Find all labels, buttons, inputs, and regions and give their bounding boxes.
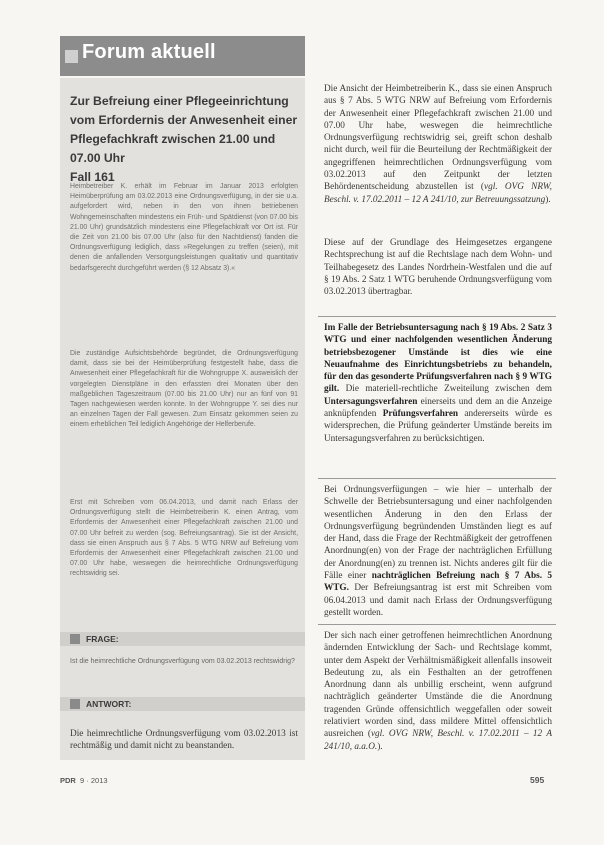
right-p4-c: Der Befreiungsantrag ist erst mit Schreiben vom 06.04.2013 und damit nach Erlass der Ordnungsverfügung gestellt worden. <box>324 583 552 618</box>
right-p1-citation: vgl. OVG NRW, Beschl. v. 17.02.2011 – 12 A 241/10, zur Betreuungssatzung <box>324 182 552 205</box>
right-p3-term-2: Prüfungsverfahren <box>382 409 459 420</box>
right-p3-c: einerseits und dem an die Anzeige anknüpfenden <box>324 396 552 420</box>
right-p5-citation: vgl. OVG NRW, Beschl. v. 17.02.2011 – 12 A 241/10, a.a.O. <box>324 729 552 752</box>
right-p4-a: Bei Ordnungsverfügungen – wie hier – unterhalb der Schwelle der Betriebsuntersagung und einer nachfolgenden wesentlichen Änderung in den den Erlass der Ordnungsverfügung begründenden Umständen liegt es auf der Hand, dass die Frage der Rechtmäßigkeit der getroffenen Anordnung(en) von der Frage der nachträglichen Erfüllung der Anordnung(en) zu trennen ist. Nichts anderes gilt für die Fälle einer <box>324 485 552 582</box>
right-paragraph-1 <box>324 83 552 206</box>
frage-square-icon <box>70 634 80 644</box>
right-p3-term-1: Untersagungsverfahren <box>324 396 418 407</box>
antwort-square-icon <box>70 699 80 709</box>
right-p1-tail: ). <box>545 194 551 205</box>
right-p5-tail: ). <box>377 741 383 752</box>
right-paragraph-4 <box>324 484 552 619</box>
journal-name: PDR <box>60 776 76 785</box>
case-paragraph-3: Erst mit Schreiben vom 06.04.2013, und damit nach Erlass der Ordnungsverfügung stellt die Heimbetreiberin K. einen Antrag, vom Erfordernis der Anwesenheit einer Pflegefachkraft zwischen 21.00 und 07.00 Uhr befreit zu werden (sog. Befreiungsantrag). Sie ist der Ansicht, dass sie einen Anspruch aus § 7 Abs. 5 WTG NRW auf Befreiung vom Erfordernis der Anwesenheit einer Pflegefachkraft zwischen 21.00 und 07.00 Uhr habe, weswegen die heimrechtliche Ordnungsverfügung rechtswidrig sei. <box>70 499 298 578</box>
right-p1-lead: Die Ansicht der Heimbetreiberin K., dass sie einen Anspruch aus § 7 Abs. 5 WTG NRW auf Befreiung vom Erfordernis der Anwesenheit einer Pflegefachkraft zwischen 21.00 und 07.00 Uhr habe, weswegen die heimrechtliche Ordnungsverfügung rechtswidrig sei, greift schon deshalb nicht durch, weil für die Beurteilung der Rechtmäßigkeit der angegriffenen heimrechtlichen Ordnungsverfügung vom 03.02.2013 auf den Zeitpunkt der letzten Behördenentscheidung abzustellen ist ( <box>324 84 552 193</box>
right-p3-bold: Im Falle der Betriebsuntersagung nach § 19 Abs. 2 Satz 3 WTG und einer nachfolgenden wesentlichen Änderung betriebsbezogener Umstände ist dies wie eine Neuaufnahme des Einrichtungsbetriebs zu behandeln, für den das gesonderte Prüfungsverfahren nach § 9 WTG gilt. <box>324 323 552 395</box>
right-paragraph-2: Diese auf der Grundlage des Heimgesetzes ergangene Rechtsprechung ist auf die Rechtslage nach dem Wohn- und Teilhabegesetz des Landes Nordrhein-Westfalen und die auf § 19 Abs. 2 Satz 1 WTG beruhende Ordnungsverfügung vom 03.02.2013 übertragbar. <box>324 238 552 298</box>
journal-issue: 9 · 2013 <box>80 776 108 785</box>
section-title: Forum aktuell <box>82 41 216 63</box>
right-p3-a: Die materiell-rechtliche Zweiteilung zwischen dem <box>339 384 552 395</box>
case-paragraph-1: Heimbetreiber K. erhält im Februar im Januar 2013 erfolgten Heimüberprüfung am 03.02.2013 eine Ordnungsverfügung, in der sie u.a. aufgefordert wird, neben in den von ihnen betriebenen Wohngemeinschaften mindestens ein Früh- und Spätdienst (von 07.00 bis 21.00 Uhr) grundsätzlich mindestens eine Pflegefachkraft vor Ort ist. Für die Zeit von 21.00 bis 07.00 Uhr (also für den Nachtdienst) fanden die Ordnungsverfügung lediglich, dass »Regelungen zu treffen (seien), mit denen die anfallenden Versorgungsleistungen qualitativ und quantitativ bedarfsgerecht durchgeführt werden (§ 12 Absatz 3).« <box>70 183 298 272</box>
separator <box>318 478 556 479</box>
right-p3-d: andererseits würde es widersprechen, die Prüfung geänderter Umstände bereits im Untersagungsverfahren zu berücksichtigen. <box>324 409 552 444</box>
case-title <box>70 92 300 187</box>
page-number: 595 <box>530 775 545 785</box>
case-paragraph-2: Die zuständige Aufsichtsbehörde begründet, die Ordnungsverfügung damit, dass sie bei der Heimüberprüfung festgestellt habe, dass die Anwesenheit einer Pflegefachkraft für die Wohngruppe X. ausweislich der vorgelegten Dienstpläne in den erfassten drei Monaten über den maßgeblichen Tageszeitraum (07.00 bis 21.00 Uhr) nur an fünf von 91 Tagen nachgewiesen werden konnte. In der Wohngruppe Y. sei dies nur an einzelnen Tagen der Fall gewesen. Zum Einsatz gekommen seien zu einem erheblichen Teil lediglich Angehörige der Helferberufe. <box>70 350 298 429</box>
separator <box>318 316 556 317</box>
separator <box>318 624 556 625</box>
right-paragraph-3 <box>324 322 552 445</box>
footer-journal <box>60 776 108 785</box>
right-paragraph-5 <box>324 630 552 753</box>
case-heading: Zur Befreiung einer Pflegeeinrichtung vom Erfordernis der Anwesenheit einer Pflegefachkraft zwischen 21.00 und 07.00 Uhr <box>70 94 298 165</box>
header-square-icon <box>65 50 78 63</box>
case-number: Fall 161 <box>70 170 115 184</box>
right-p5-lead: Der sich nach einer getroffenen heimrechtlichen Anordnung ändernden Entwicklung der Sach- und Rechtslage kommt, unter dem Aspekt der Verhältnismäßigkeit allenfalls insoweit Bedeutung zu, als ein Festhalten an der getroffenen Anordnung dann als unbillig erscheint, wenn aufgrund nachträglich geänderter Umstände die die Anordnung tragenden Gründe offensichtlich weggefallen oder soweit relativiert worden sind, dass mildere Mittel offensichtlich ausreichen ( <box>324 631 552 740</box>
frage-label: FRAGE: <box>86 634 119 644</box>
antwort-label: ANTWORT: <box>86 699 132 709</box>
frage-text: Ist die heimrechtliche Ordnungsverfügung vom 03.02.2013 rechtswidrig? <box>70 658 295 665</box>
antwort-text: Die heimrechtliche Ordnungsverfügung vom 03.02.2013 ist rechtmäßig und damit nicht zu beanstanden. <box>70 729 298 752</box>
right-p4-bold: nachträglichen Befreiung nach § 7 Abs. 5 WTG. <box>324 571 552 594</box>
